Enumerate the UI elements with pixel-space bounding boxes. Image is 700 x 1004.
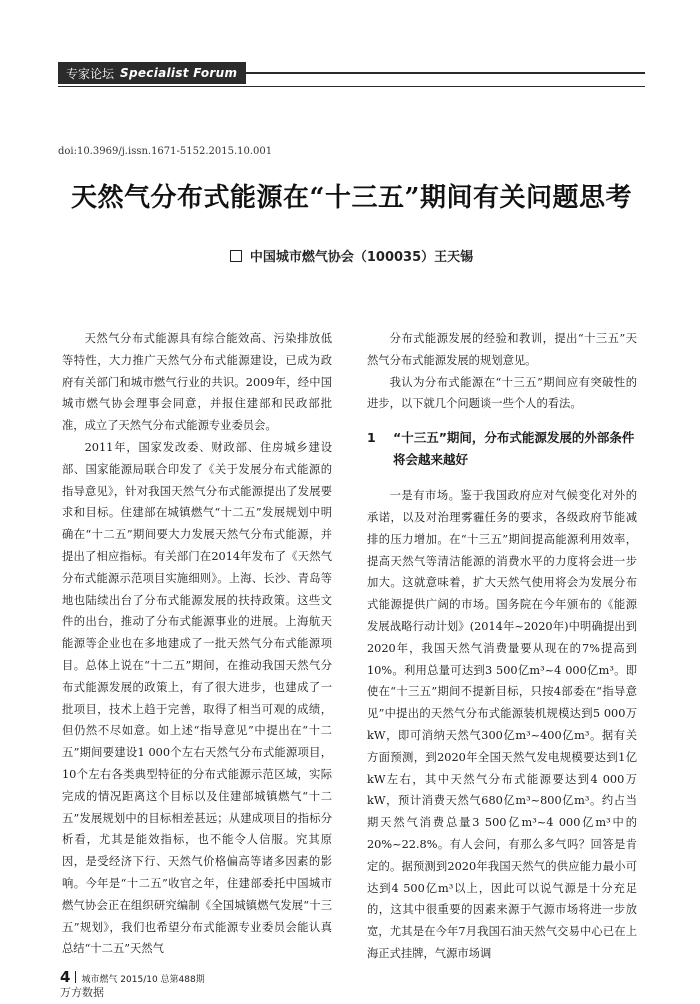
author-text: 中国城市燃气协会（100035）王天锡 (249, 250, 474, 265)
footer-divider (75, 971, 76, 983)
paragraph: 天然气分布式能源具有综合能效高、污染排放低等特性，大力推广天然气分布式能源建设，已成为政府有关部门和城市燃气行业的共识。2009年，经中国城市燃气协会理事会同意，并报住建部和民政部批准，成立了天然气分布式能源专业委员会。 (62, 332, 332, 433)
header-rule-thin (58, 86, 645, 87)
article-title: 天然气分布式能源在“十三五”期间有关问题思考 (71, 183, 632, 213)
page-number: 4 (60, 968, 71, 986)
paragraph: 分布式能源发展的经验和教训，提出“十三五”天然气分布式能源发展的规划意见。 (367, 332, 637, 367)
paragraph: 2011年，国家发改委、财政部、住房城乡建设部、国家能源局联合印发了《关于发展分布式能源的指导意见》，针对我国天然气分布式能源提出了发展要求和目标。住建部在城镇燃气“十二五”发展规划中明确在“十二五”期间要大力发展天然气分布式能源，并提出了相应指标。有关部门在2014年发布了《天然气分布式能源示范项目实施细则》。上海、长沙、青岛等地也陆续出台了分布式能源发展的扶持政策。这些文件的出台，推动了分布式能源事业的进展。上海航天能源等企业也在多地建成了一批天然气分布式能源项目。总体上说在“十二五”期间，在推动我国天然气分布式能源发展的政策上，有了很大进步，也建成了一批项目，技术上趋于完善，取得了相当可观的成绩，但仍然不尽如意。如上述“指导意见”中提出在“十二五”期间要建设1 000个左右天然气分布式能源项目，10个左右各类典型特征的分布式能源示范区域，实际完成的情况距离这个目标以及住建部城镇燃气“十二五”发展规划中的目标相差甚远；从建成项目的指标分析看，尤其是能效指标，也不能令人信服。究其原因，是受经济下行、天然气价格偏高等诸多因素的影响。今年是“十二五”收官之年，住建部委托中国城市燃气协会正在组织研究编制《全国城镇燃气发展“十三五”规划》，我们也希望分布式能源专业委员会能认真总结“十二五”天然气 (62, 440, 332, 956)
journal-issue: 城市燃气 2015/10 总第488期 (81, 975, 205, 985)
section-number: 1 (367, 430, 376, 446)
section-heading (367, 427, 637, 471)
square-bullet-icon (230, 250, 242, 262)
paragraph: 一是有市场。鉴于我国政府应对气候变化对外的承诺，以及对治理雾霾任务的要求，各级政府节能减排的压力增加。在“十三五”期间提高能源利用效率，提高天然气等清洁能源的消费水平的力度将会进一步加大。这就意味着，扩大天然气使用将会为发展分布式能源提供广阔的市场。国务院在今年颁布的《能源发展战略行动计划》(2014年~2020年)中明确提出到2020年，我国天然气消费量要从现在的7%提高到10%。利用总量可达到3 500亿m³~4 000亿m³。即使在“十三五”期间不提新目标，只按4部委在“指导意见”中提出的天然气分布式能源装机规模达到5 000万kW，即可消纳天然气300亿m³~400亿m³。据有关方面预测，到2020年全国天然气发电规模要达到1亿kW左右，其中天然气分布式能源要达到4 000万kW，预计消费天然气680亿m³~800亿m³。约占当期天然气消费总量3 500亿m³~4 000亿m³中的20%~22.8%。有人会问，有那么多气吗？回答是肯定的。据预测到2020年我国天然气的供应能力最小可达到4 500亿m³以上，因此可以说气源是十分充足的，这其中很重要的因素来源于气源市场将进一步放宽，尤其是在今年7月我国石油天然气交易中心已在上海正式挂牌，气源市场调 (367, 489, 637, 960)
right-column (367, 328, 637, 965)
paragraph: 我认为分布式能源在“十三五”期间应有突破性的进步，以下就几个问题谈一些个人的看法。 (367, 375, 637, 411)
doi: doi:10.3969/j.issn.1671-5152.2015.10.001 (58, 146, 273, 157)
header-rule (246, 72, 645, 74)
section-banner (58, 62, 246, 84)
section-label-cn: 专家论坛 (66, 66, 115, 81)
author-line (58, 246, 645, 265)
left-column (62, 328, 332, 960)
watermark: 万方数据 (60, 986, 104, 999)
section-title: “十三五”期间，分布式能源发展的外部条件将会越来越好 (393, 430, 635, 468)
section-label-en: Specialist Forum (120, 66, 238, 80)
